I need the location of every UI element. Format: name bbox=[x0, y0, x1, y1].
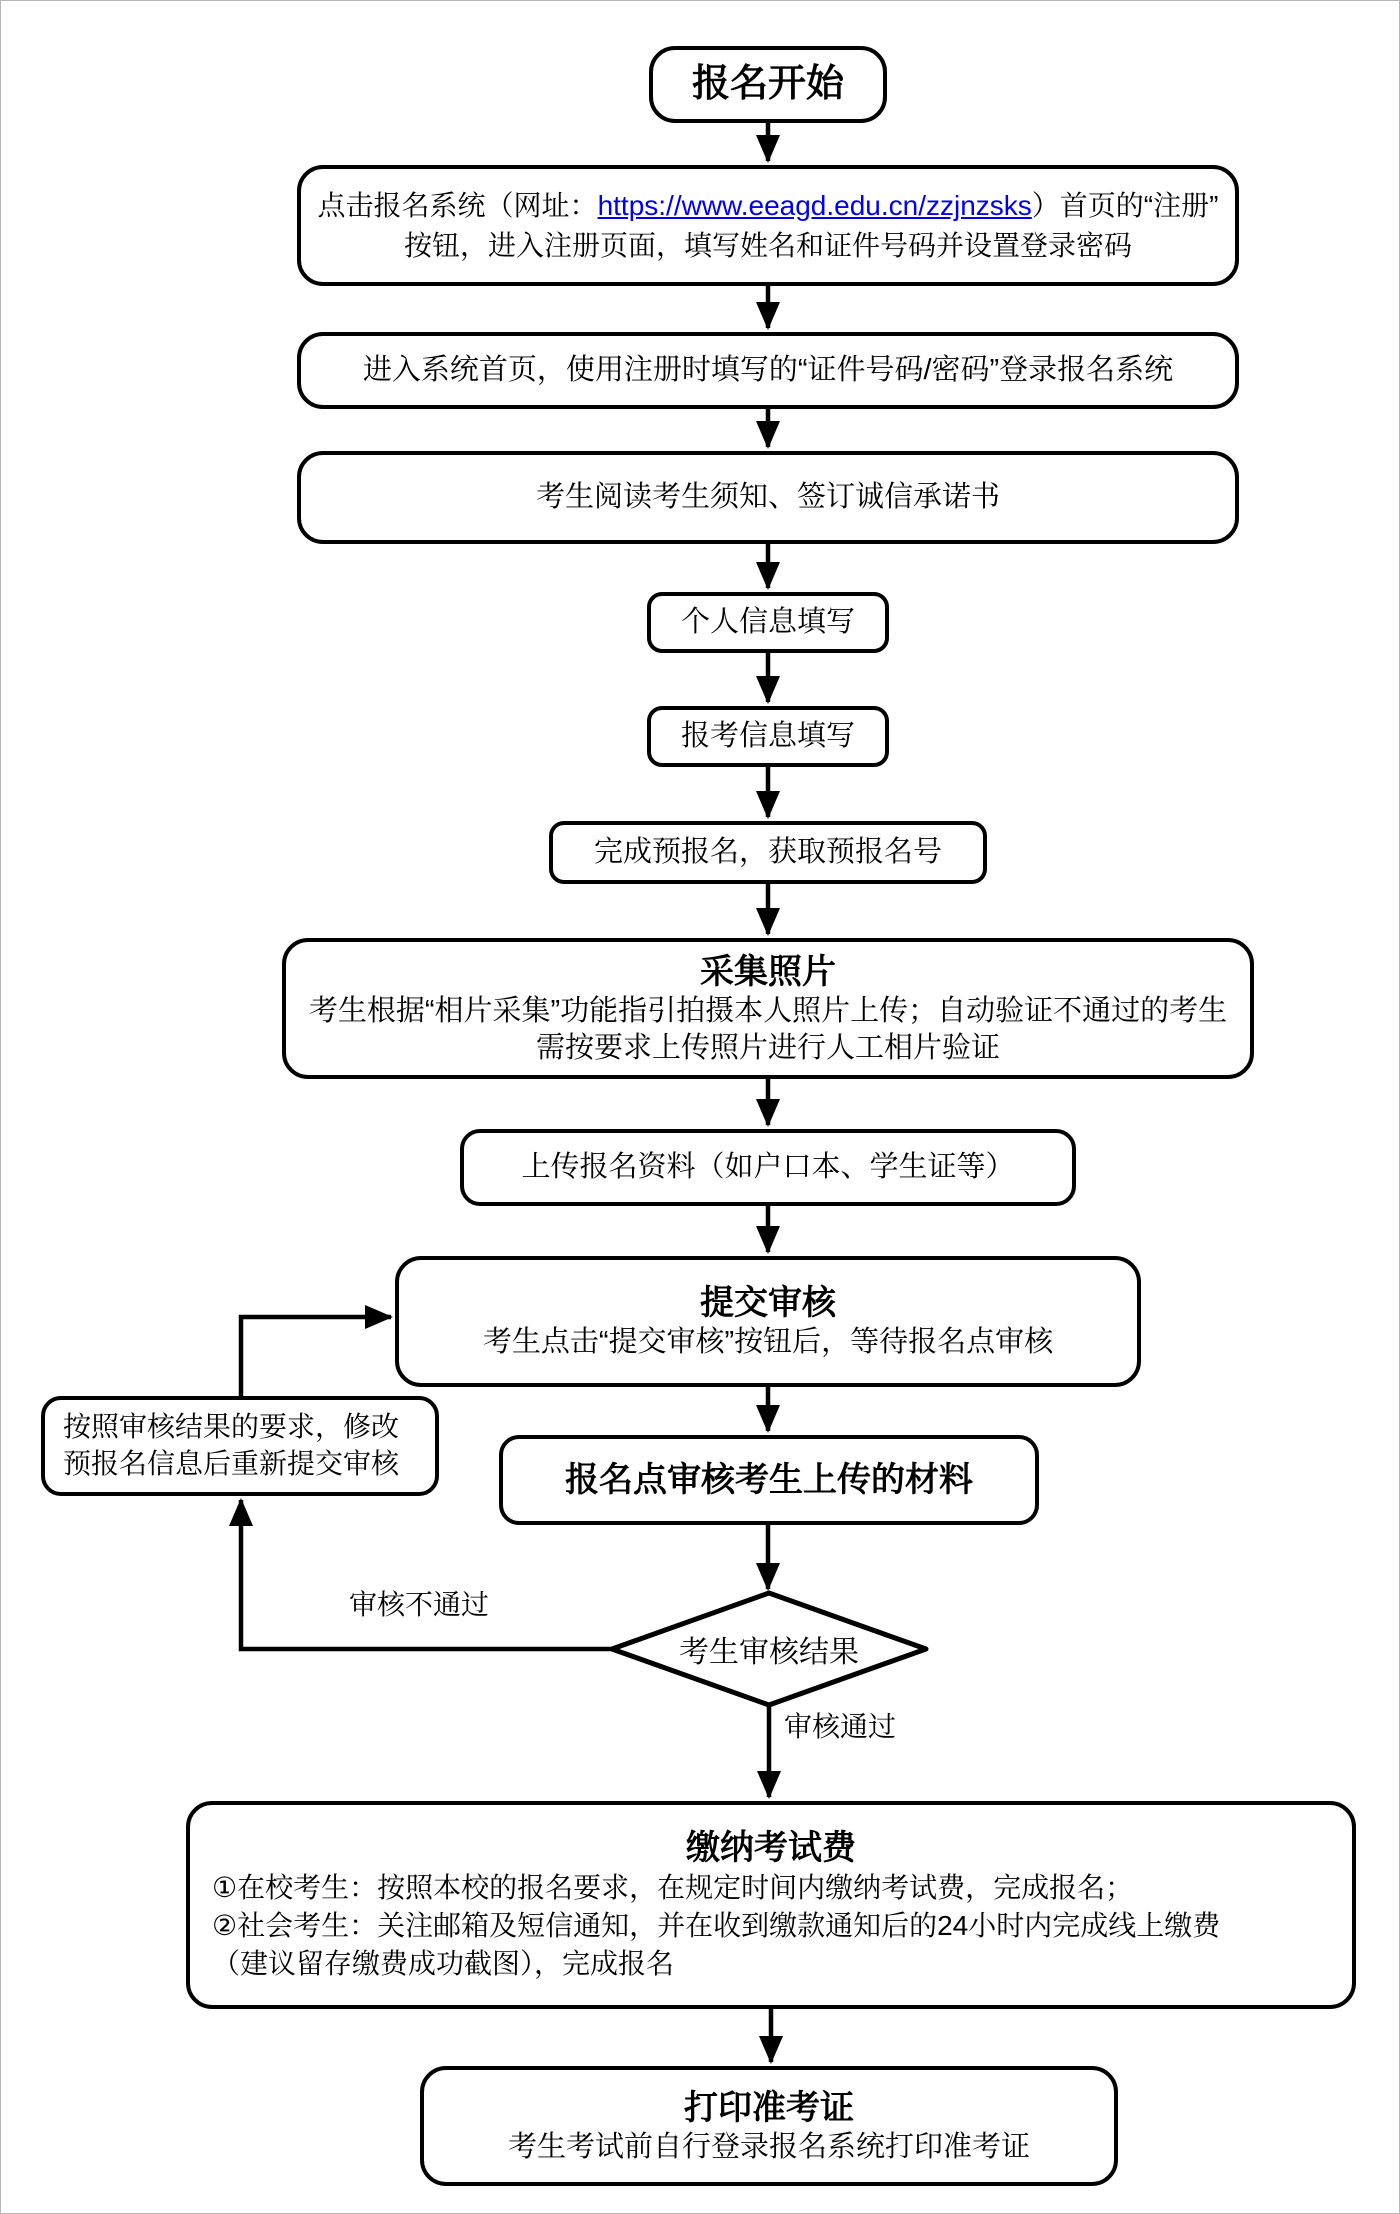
photo-collection-body: 考生根据“相片采集”功能指引拍摄本人照片上传；自动验证不通过的考生需按要求上传照片进行人工相片验证 bbox=[308, 994, 1228, 1064]
node-print-ticket bbox=[420, 2066, 1118, 2186]
node-revise-resubmit bbox=[41, 1396, 439, 1496]
node-pay-fee bbox=[186, 1801, 1356, 2009]
registration-url-link[interactable]: https://www.eeagd.edu.cn/zzjnzsks bbox=[597, 189, 1032, 221]
notice-label: 考生阅读考生须知、签订诚信承诺书 bbox=[535, 481, 1000, 514]
connector-feedback-submit bbox=[241, 1317, 391, 1396]
register-text bbox=[318, 186, 1219, 266]
label-audit-pass: 审核通过 bbox=[784, 1711, 897, 1742]
label-audit-fail: 审核不通过 bbox=[349, 1589, 490, 1620]
start-label: 报名开始 bbox=[691, 63, 844, 106]
pay-fee-item1: ①在校考生：按照本校的报名要求，在规定时间内缴纳考试费，完成报名； bbox=[212, 1872, 1134, 1903]
node-personal-info bbox=[647, 592, 889, 653]
node-upload-materials bbox=[460, 1129, 1076, 1206]
node-review-materials bbox=[499, 1435, 1039, 1525]
review-materials-label: 报名点审核考生上传的材料 bbox=[565, 1461, 973, 1499]
photo-collection-title: 采集照片 bbox=[700, 952, 836, 991]
node-exam-info bbox=[647, 706, 889, 767]
decision-result-label: 考生审核结果 bbox=[679, 1636, 859, 1669]
upload-materials-label: 上传报名资料（如户口本、学生证等） bbox=[521, 1151, 1015, 1184]
personal-info-label: 个人信息填写 bbox=[680, 606, 855, 639]
node-register bbox=[297, 165, 1239, 286]
exam-info-label: 报考信息填写 bbox=[680, 720, 855, 753]
print-ticket-body: 考生考试前自行登录报名系统打印准考证 bbox=[507, 2130, 1030, 2163]
node-start bbox=[649, 46, 887, 123]
pay-fee-title: 缴纳考试费 bbox=[686, 1829, 856, 1867]
login-label: 进入系统首页，使用注册时填写的“证件号码/密码”登录报名系统 bbox=[362, 354, 1174, 387]
submit-review-title: 提交审核 bbox=[700, 1284, 836, 1322]
register-text-pre: 点击报名系统（网址： bbox=[317, 189, 598, 221]
register-text-tail: ）首页的“注册” bbox=[1031, 189, 1219, 221]
revise-line2: 预报名信息后重新提交审核 bbox=[63, 1448, 400, 1479]
print-ticket-title: 打印准考证 bbox=[684, 2088, 854, 2127]
node-login bbox=[297, 332, 1239, 409]
node-notice bbox=[297, 451, 1239, 544]
revise-line1: 按照审核结果的要求，修改 bbox=[63, 1411, 400, 1443]
node-submit-review bbox=[395, 1256, 1141, 1387]
pay-fee-item3: （建议留存缴费成功截图），完成报名 bbox=[212, 1948, 675, 1979]
pay-fee-item2: ②社会考生：关注邮箱及短信通知，并在收到缴款通知后的24小时内完成线上缴费 bbox=[212, 1910, 1221, 1941]
pre-registration-label: 完成预报名，获取预报名号 bbox=[593, 836, 942, 869]
node-photo-collection bbox=[282, 938, 1254, 1079]
submit-review-body: 考生点击“提交审核”按钮后，等待报名点审核 bbox=[482, 1326, 1054, 1358]
node-pre-registration bbox=[549, 821, 987, 884]
register-text-line2: 按钮，进入注册页面，填写姓名和证件号码并设置登录密码 bbox=[403, 229, 1132, 261]
